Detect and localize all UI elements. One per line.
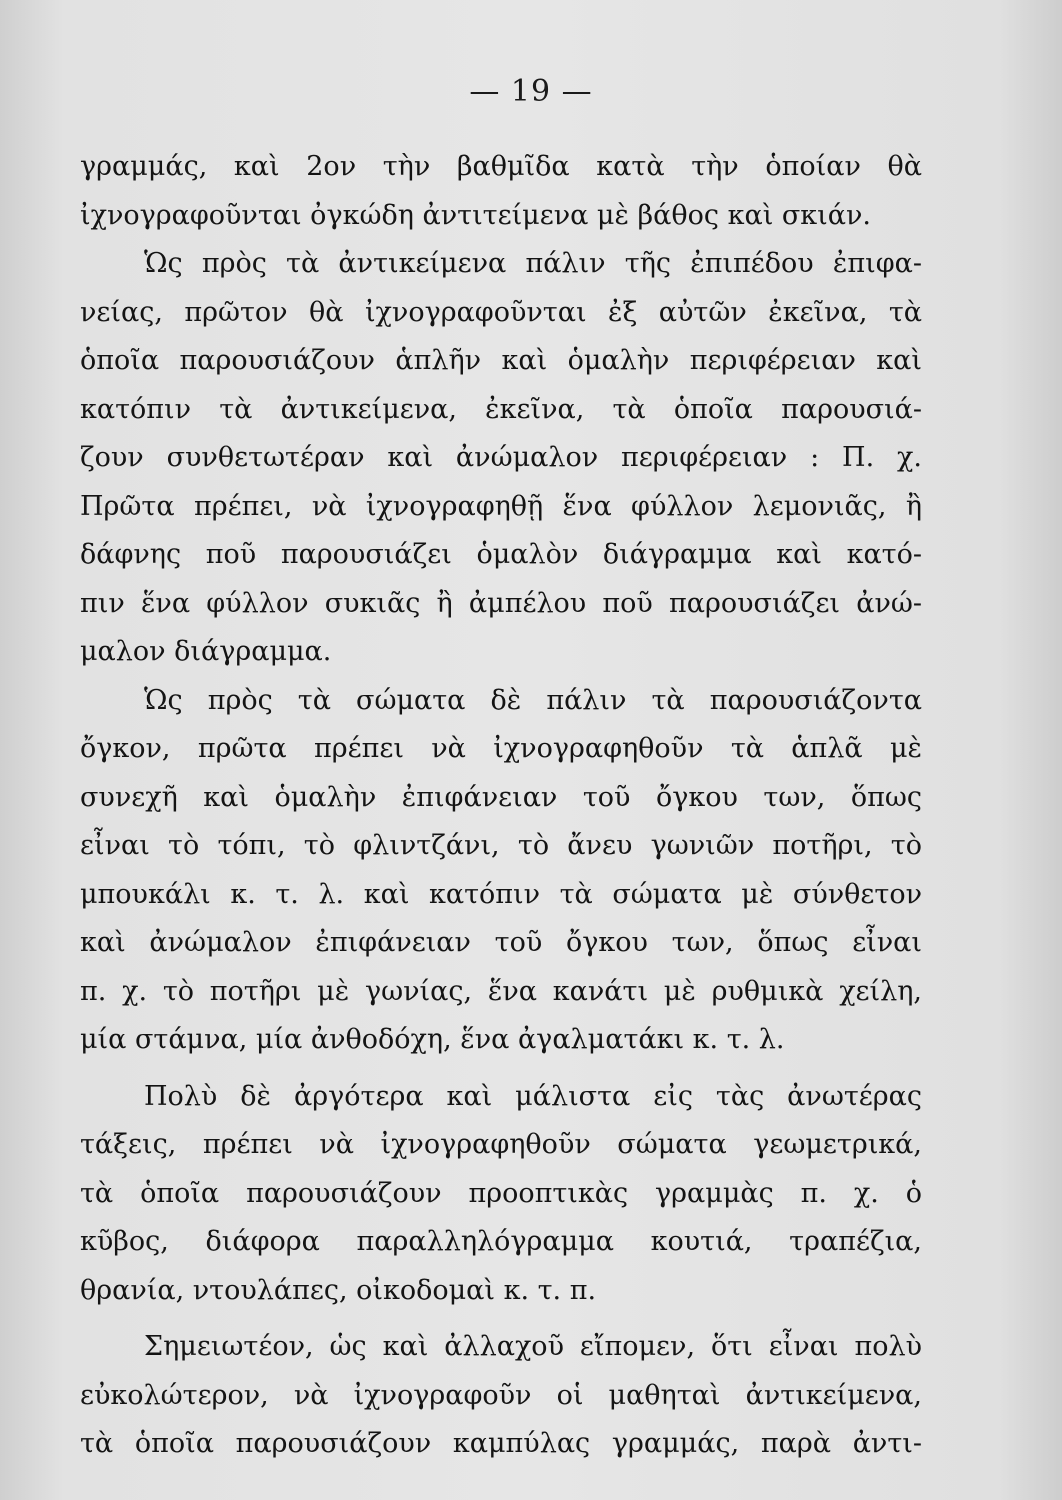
text-line: τὰ ὁποῖα παρουσιάζουν καμπύλας γραμμάς, παρὰ ἀντι- bbox=[80, 1428, 922, 1459]
text-line: ὁποῖα παρουσιάζουν ἁπλῆν καὶ ὁμαλὴν περιφέρειαν καὶ bbox=[80, 345, 922, 376]
text-line: εἶναι τὸ τόπι, τὸ φλιντζάνι, τὸ ἄνευ γωνιῶν ποτῆρι, τὸ bbox=[80, 830, 922, 861]
text-line: Πρῶτα πρέπει, νὰ ἰχνογραφηθῇ ἕνα φύλλον λεμονιᾶς, ἢ bbox=[80, 490, 922, 522]
text-line: π. χ. τὸ ποτῆρι μὲ γωνίας, ἕνα κανάτι μὲ ρυθμικὰ χείλη, bbox=[80, 975, 922, 1007]
text-line: συνεχῆ καὶ ὁμαλὴν ἐπιφάνειαν τοῦ ὄγκου των, ὅπως bbox=[80, 781, 922, 813]
text-line: μπουκάλι κ. τ. λ. καὶ κατόπιν τὰ σώματα μὲ σύνθετον bbox=[80, 878, 922, 910]
text-line: γραμμάς, καὶ 2ον τὴν βαθμῖδα κατὰ τὴν ὁποίαν θὰ bbox=[80, 151, 922, 182]
text-line: ἰχνογραφοῦνται ὀγκώδη ἀντιτείμενα μὲ βάθος καὶ σκιάν. bbox=[80, 199, 872, 231]
text-line: θρανία, ντουλάπες, οἰκοδομαὶ κ. τ. π. bbox=[80, 1274, 597, 1306]
text-line: Ὡς πρὸς τὰ ἀντικείμενα πάλιν τῆς ἐπιπέδου ἐπιφα- bbox=[144, 248, 922, 279]
text-line: πιν ἕνα φύλλον συκιᾶς ἢ ἀμπέλου ποῦ παρουσιάζει ἀνώ- bbox=[80, 587, 922, 619]
text-line: μαλον διάγραμμα. bbox=[80, 636, 332, 667]
text-line: καὶ ἀνώμαλον ἐπιφάνειαν τοῦ ὄγκου των, ὅπως εἶναι bbox=[80, 927, 922, 958]
text-line: Ὡς πρὸς τὰ σώματα δὲ πάλιν τὰ παρουσιάζοντα bbox=[144, 684, 922, 716]
body-text bbox=[80, 143, 922, 1469]
page-number: — 19 — bbox=[469, 74, 593, 109]
text-line: τὰ ὁποῖα παρουσιάζουν προοπτικὰς γραμμὰς π. χ. ὁ bbox=[80, 1177, 922, 1209]
text-line: κατόπιν τὰ ἀντικείμενα, ἐκεῖνα, τὰ ὁποῖα παρουσιά- bbox=[80, 393, 922, 425]
text-line: κῦβος, διάφορα παραλληλόγραμμα κουτιά, τραπέζια, bbox=[80, 1226, 922, 1257]
text-line: Σημειωτέον, ὡς καὶ ἀλλαχοῦ εἴπομεν, ὅτι εἶναι πολὺ bbox=[144, 1331, 922, 1362]
text-line: τάξεις, πρέπει νὰ ἰχνογραφηθοῦν σώματα γεωμετρικά, bbox=[80, 1129, 922, 1160]
paragraph-gap bbox=[80, 1315, 922, 1323]
text-line: ζουν συνθετωτέραν καὶ ἀνώμαλον περιφέρειαν : Π. χ. bbox=[80, 442, 922, 473]
text-line: δάφνης ποῦ παρουσιάζει ὁμαλὸν διάγραμμα καὶ κατό- bbox=[80, 539, 922, 570]
text-line: νείας, πρῶτον θὰ ἰχνογραφοῦνται ἐξ αὐτῶν ἐκεῖνα, τὰ bbox=[80, 296, 922, 328]
text-line: Πολὺ δὲ ἀργότερα καὶ μάλιστα εἰς τὰς ἀνωτέρας bbox=[144, 1080, 922, 1112]
text-line: εὐκολώτερον, νὰ ἰχνογραφοῦν οἱ μαθηταὶ ἀντικείμενα, bbox=[80, 1379, 922, 1411]
paragraph-gap bbox=[80, 1065, 922, 1073]
text-line: ὄγκον, πρῶτα πρέπει νὰ ἰχνογραφηθοῦν τὰ ἁπλᾶ μὲ bbox=[80, 733, 922, 764]
text-line: μία στάμνα, μία ἀνθοδόχη, ἕνα ἀγαλματάκι κ. τ. λ. bbox=[80, 1024, 785, 1055]
